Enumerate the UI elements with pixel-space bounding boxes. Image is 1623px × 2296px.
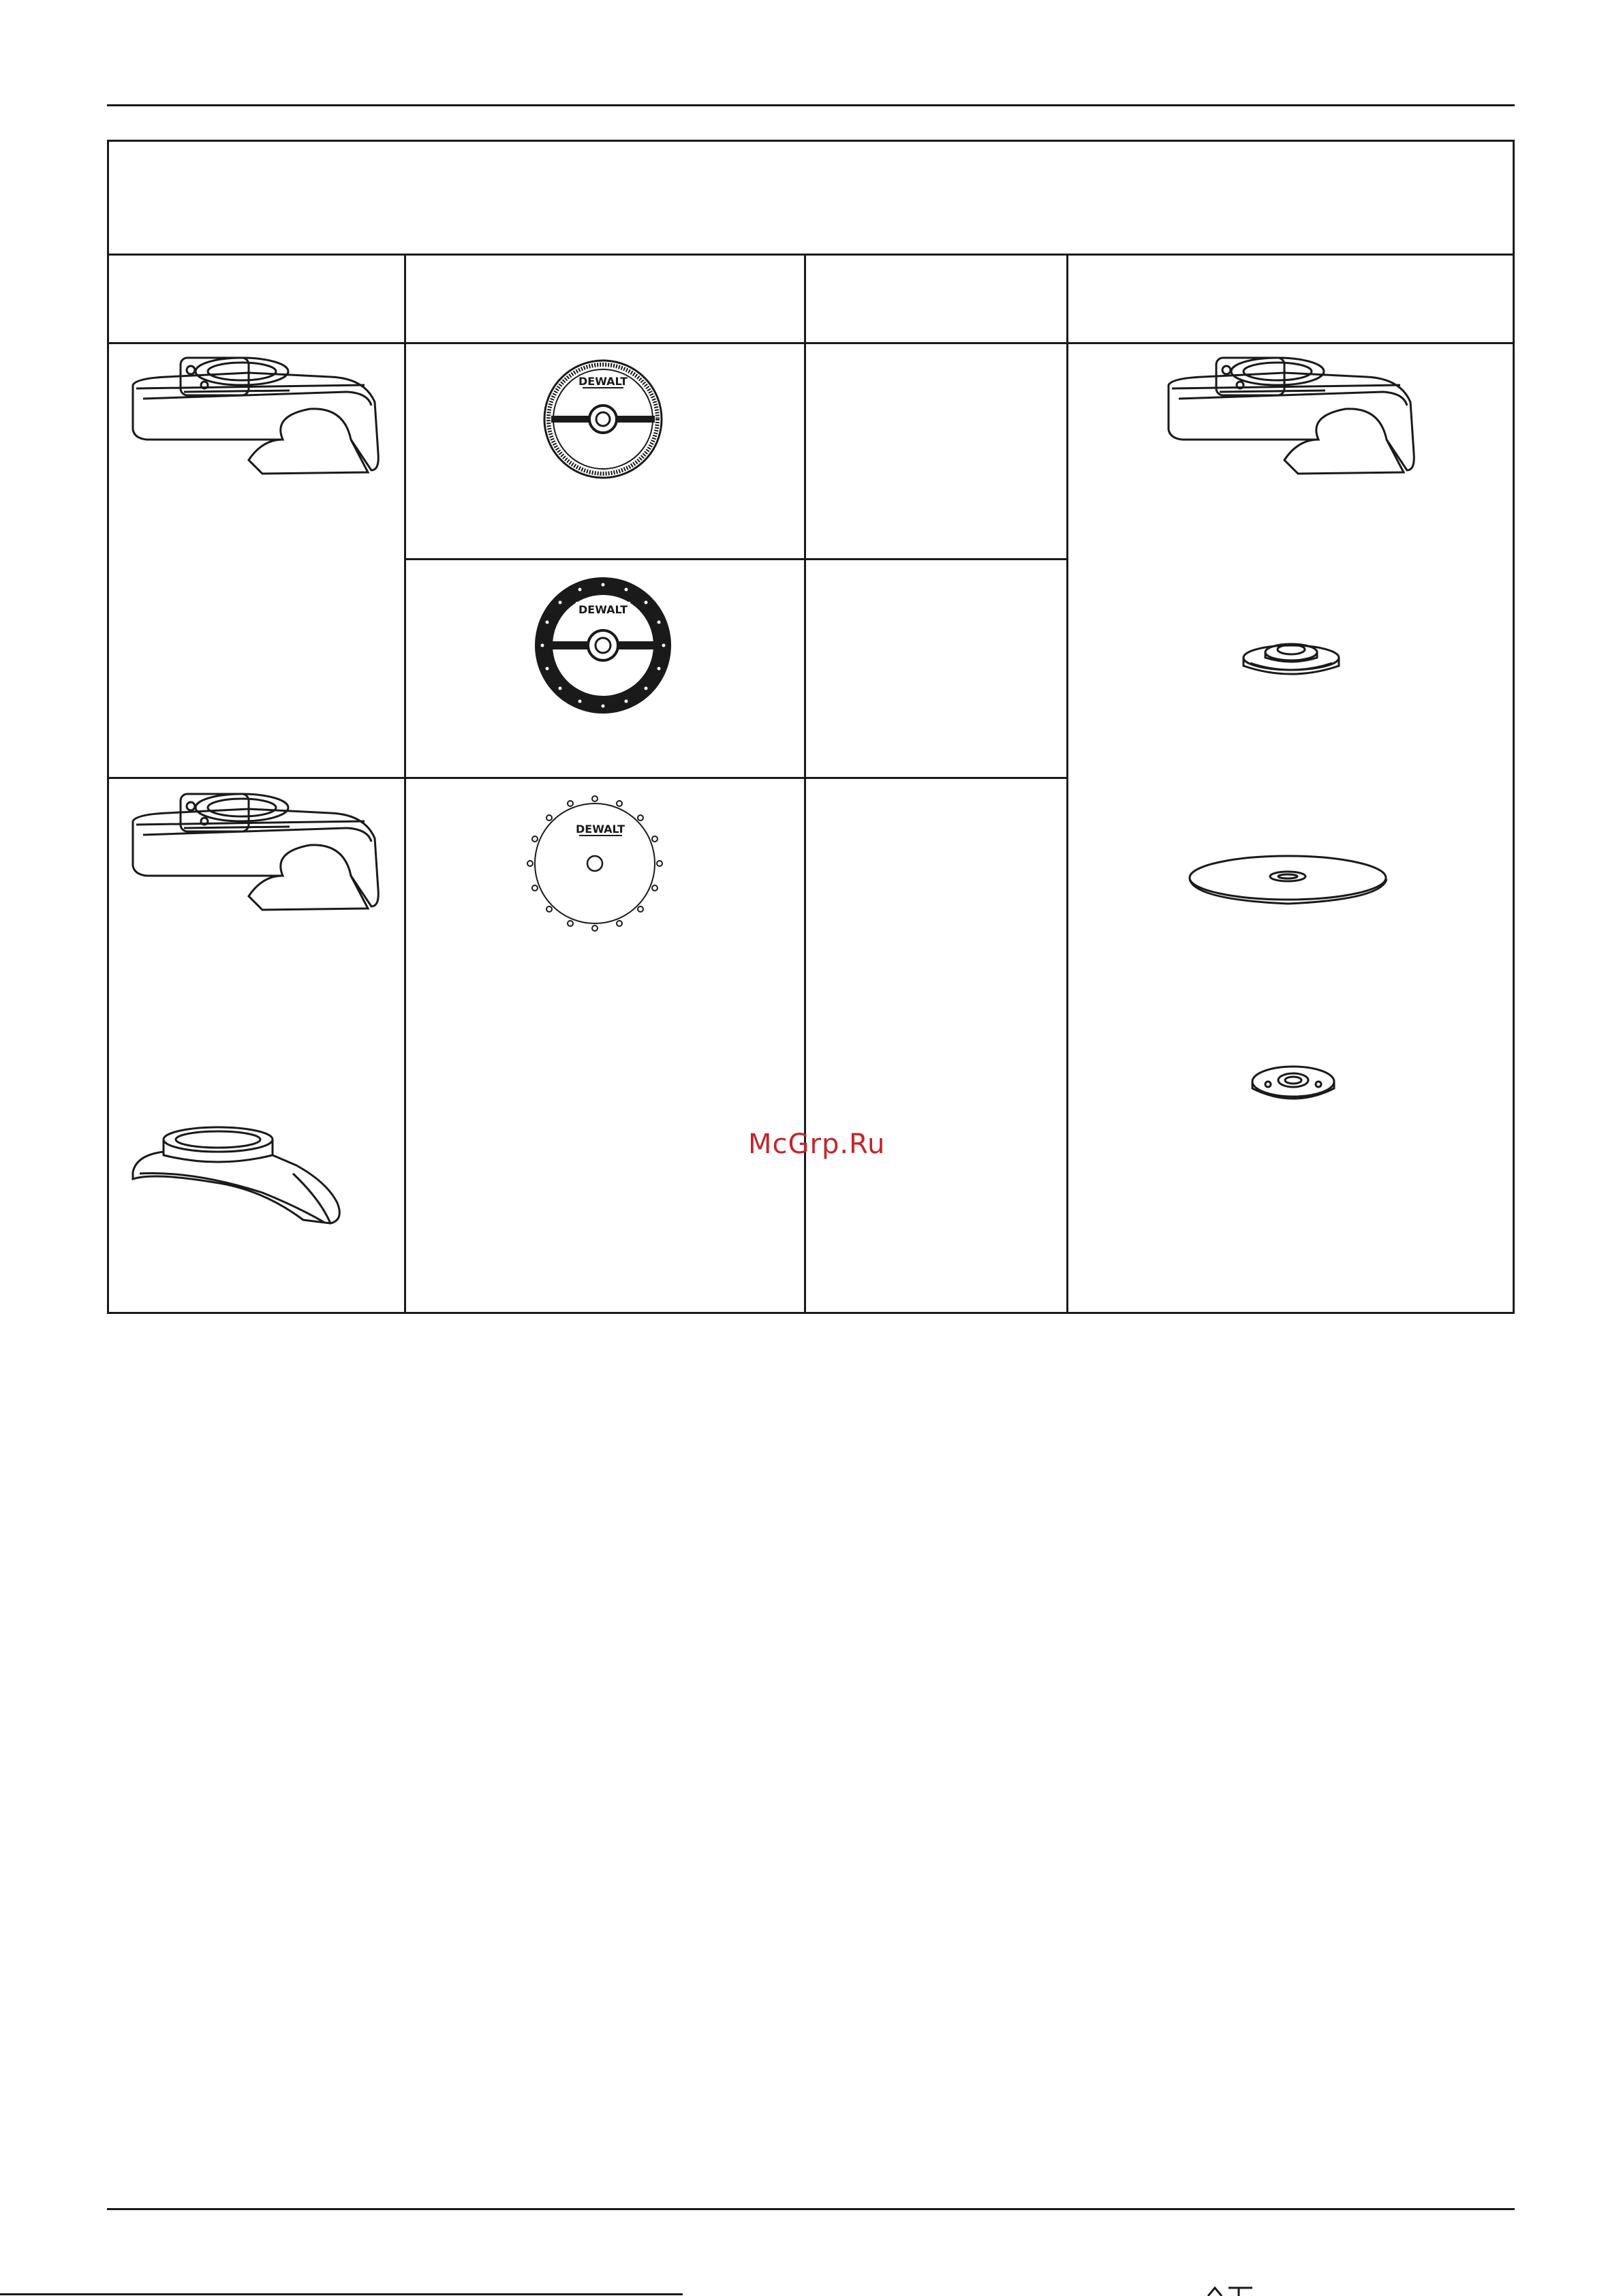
row-divider-2 [107, 777, 1068, 779]
clamp-nut-illustration [1249, 1060, 1338, 1111]
blade-brand-label: DEWALT [578, 375, 628, 388]
guard-type-1-illustration [126, 351, 382, 477]
diamond-blade-continuous-illustration [542, 358, 664, 480]
backing-flange-illustration [1240, 637, 1342, 685]
guard-type-2-illustration [126, 787, 382, 913]
diamond-blade-segmented-illustration [534, 576, 673, 715]
footer-mark-fragment [1205, 2286, 1259, 2296]
bottom-rule [107, 2208, 1515, 2210]
watermark: McGrp.Ru [748, 1129, 886, 1160]
blade-brand-label-3: DEWALT [576, 823, 625, 836]
col-divider-3 [1066, 254, 1068, 1314]
abrasive-wheel-illustration [523, 792, 666, 935]
abrasive-disc-illustration [1188, 852, 1389, 913]
header-divider [107, 254, 1515, 256]
blade-brand-label-2: DEWALT [578, 603, 628, 616]
column-header-divider [107, 342, 1515, 344]
col-divider-1 [404, 254, 406, 1314]
cutting-guard-attachment-illustration [126, 1124, 382, 1230]
row-divider-1 [405, 558, 1068, 560]
footer-rule-left [0, 2293, 683, 2295]
top-rule [107, 104, 1515, 106]
table-title [123, 157, 1499, 239]
guard-assembly-illustration [1162, 351, 1417, 477]
